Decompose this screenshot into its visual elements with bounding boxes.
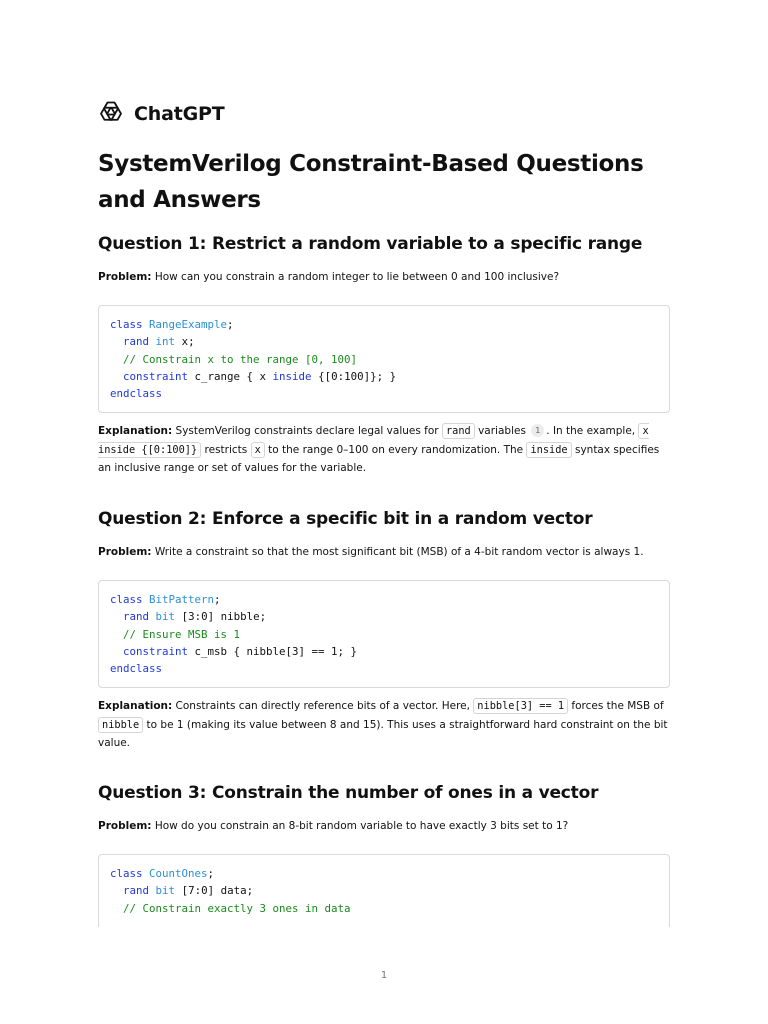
question-3-problem xyxy=(98,817,670,835)
inline-code: x inside {[0:100]} xyxy=(98,425,649,456)
citation-badge[interactable]: 1 xyxy=(531,424,544,437)
problem-label: Problem: xyxy=(98,820,152,832)
code-class-name: CountOnes xyxy=(149,867,208,880)
code-keyword: constraint xyxy=(123,644,189,658)
code-text: c_range { x xyxy=(188,369,273,383)
problem-text: How can you constrain a random integer to lie between 0 and 100 inclusive? xyxy=(154,271,560,283)
code-text: x; xyxy=(175,335,195,349)
code-class-name: RangeExample xyxy=(149,318,228,331)
code-keyword: rand xyxy=(123,610,150,624)
explanation-text: restricts xyxy=(201,443,251,456)
code-block xyxy=(98,854,670,927)
page-number: 1 xyxy=(380,970,388,981)
brand-name: ChatGPT xyxy=(134,103,225,125)
openai-logo-icon xyxy=(98,99,124,129)
code-text: ; xyxy=(207,867,215,880)
explanation-label: Explanation: xyxy=(98,700,173,713)
explanation-text: to the range 0–100 on every randomization. The xyxy=(264,443,527,456)
explanation-text: syntax specifies an inclusive range or set of values for the variable. xyxy=(98,443,660,475)
inline-code: inside xyxy=(526,442,571,458)
problem-text: How do you constrain an 8-bit random variable to have exactly 3 bits set to 1? xyxy=(154,820,569,832)
code-keyword: inside xyxy=(272,369,312,383)
code-block xyxy=(98,305,670,413)
explanation-text: Constraints can directly reference bits of a vector. Here, xyxy=(172,700,474,713)
code-text: [3:0] nibble; xyxy=(175,610,267,624)
question-2-explanation xyxy=(98,697,670,753)
code-keyword: class xyxy=(110,593,143,606)
inline-code: nibble[3] == 1 xyxy=(473,698,568,714)
question-1-problem xyxy=(98,268,670,286)
code-comment: // Ensure MSB is 1 xyxy=(123,627,241,641)
problem-text: Write a constraint so that the most significant bit (MSB) of a 4-bit random vector is always 1. xyxy=(154,546,644,558)
code-keyword: endclass xyxy=(110,662,163,676)
code-keyword: endclass xyxy=(110,387,163,401)
code-text: ; xyxy=(214,593,221,606)
code-comment: // Constrain x to the range [0, 100] xyxy=(123,352,358,366)
code-text: c_msb { nibble[3] == 1; } xyxy=(188,644,358,658)
question-1-section xyxy=(98,232,670,478)
question-2-problem xyxy=(98,543,670,561)
explanation-text: to be 1 (making its value between 8 and 15). This uses a straightforward hard constraint on the bit value. xyxy=(98,718,668,750)
code-block xyxy=(98,580,670,688)
code-text: {[0:100]}; } xyxy=(311,369,397,383)
explanation-text: SystemVerilog constraints declare legal values for xyxy=(172,425,442,438)
code-class-name: BitPattern xyxy=(149,593,215,606)
question-1-explanation xyxy=(98,422,670,478)
problem-label: Problem: xyxy=(98,271,152,283)
question-2-section xyxy=(98,507,670,753)
explanation-text: forces the MSB of xyxy=(568,700,664,713)
problem-label: Problem: xyxy=(98,546,152,558)
code-keyword: rand xyxy=(123,884,150,898)
document-title: SystemVerilog Constraint-Based Questions and Answers xyxy=(98,151,644,213)
code-keyword: rand xyxy=(123,335,150,349)
question-3-heading: Question 3: Constrain the number of ones in a vector xyxy=(98,783,599,803)
code-keyword: class xyxy=(110,867,143,880)
code-text: ; xyxy=(227,318,234,331)
explanation-text: . In the example, xyxy=(546,425,639,438)
code-keyword: constraint xyxy=(123,369,189,383)
question-2-heading: Question 2: Enforce a specific bit in a random vector xyxy=(98,509,593,529)
explanation-label: Explanation: xyxy=(98,425,173,438)
document-page xyxy=(98,100,670,915)
code-text: [7:0] data; xyxy=(175,884,254,898)
brand-header xyxy=(98,100,670,128)
question-3-section xyxy=(98,781,670,927)
code-keyword: class xyxy=(110,318,143,331)
explanation-text: variables xyxy=(474,425,530,438)
question-1-heading: Question 1: Restrict a random variable to a specific range xyxy=(98,234,643,254)
inline-code: x xyxy=(251,442,265,458)
code-type: bit xyxy=(155,610,176,624)
code-type: bit xyxy=(155,884,176,898)
code-comment: // Constrain exactly 3 ones in data xyxy=(123,901,351,915)
inline-code: rand xyxy=(442,423,475,439)
code-type: int xyxy=(155,335,176,349)
inline-code: nibble xyxy=(98,717,143,733)
